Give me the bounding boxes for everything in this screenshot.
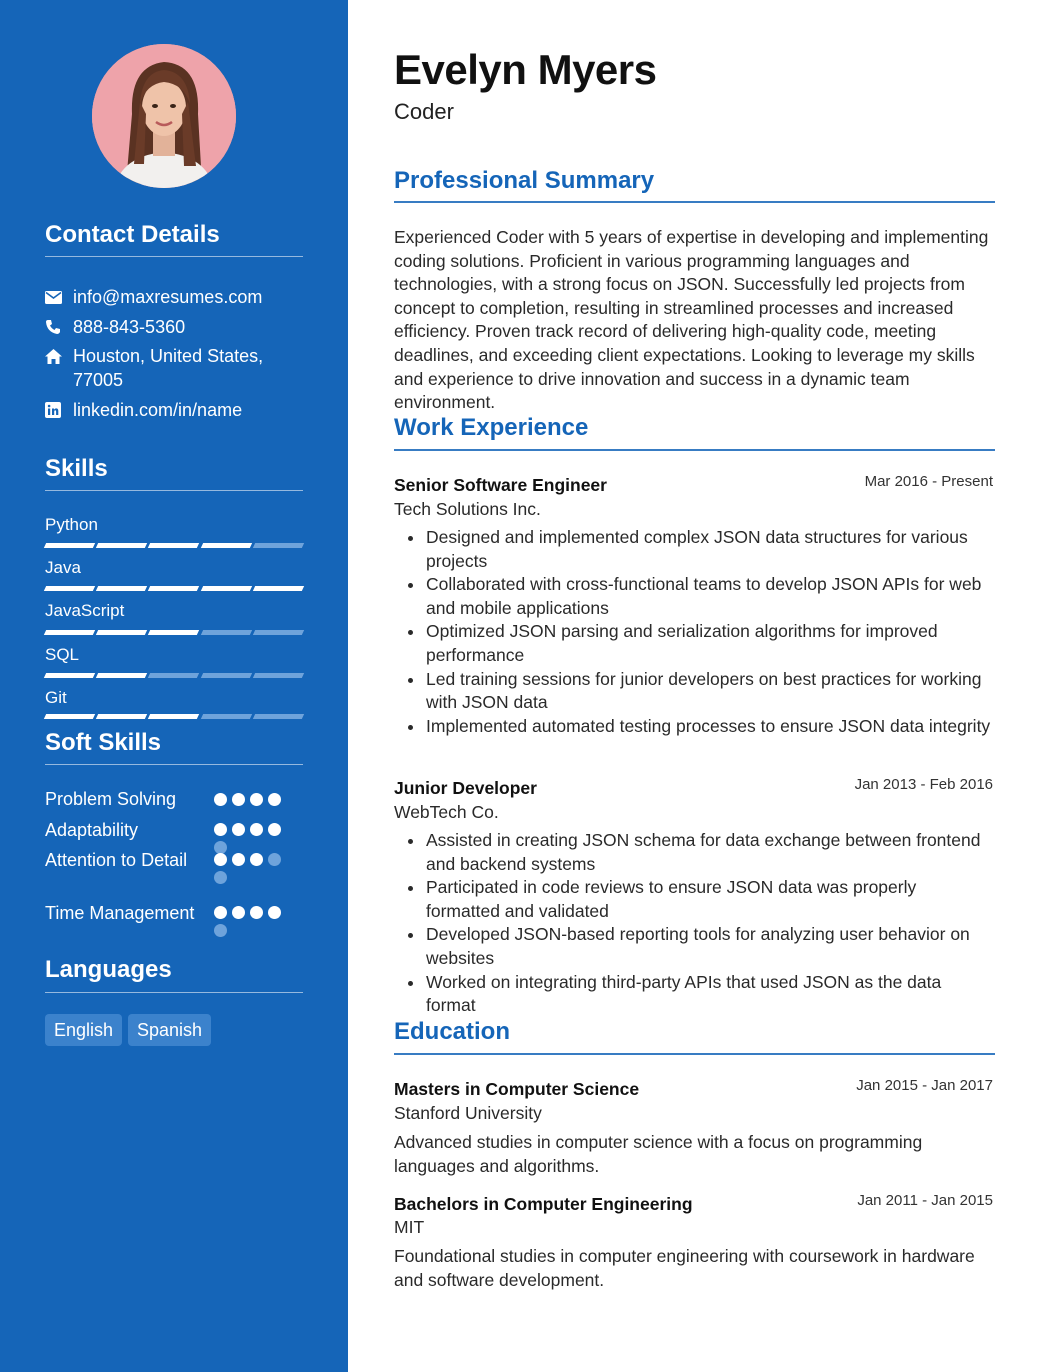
skill-level-segment [96,673,148,678]
language-chip: Spanish [128,1014,211,1046]
soft-skill-name: Adaptability [45,820,139,840]
rating-dot [232,793,245,806]
job-bullet: Designed and implemented complex JSON data structures for various projects [426,526,994,573]
skill-level-segment [44,630,96,635]
contact-linkedin[interactable] [45,398,305,422]
skill-level-segment [200,543,252,548]
soft-skill-rating [214,906,294,937]
school-name: MIT [394,1217,425,1237]
skill-level-segment [44,714,96,719]
contact-address-text: Houston, United States, 77005 [73,346,264,390]
skill-level-segment [148,673,200,678]
rating-dot [268,823,281,836]
job-company: WebTech Co. [394,802,499,822]
job-title: Senior Software Engineer [394,475,607,495]
skill-level-bar [45,627,303,639]
skill-name: JavaScript [45,601,125,620]
job-title: Junior Developer [394,778,537,798]
skill-level-segment [200,586,252,591]
soft-skill-name: Problem Solving [45,789,177,809]
contact-phone-text: 888-843-5360 [73,317,186,337]
soft-skill-rating [214,823,294,854]
skills-title: Skills [45,455,108,482]
soft-skills-divider [45,764,303,765]
rating-dot [214,924,227,937]
rating-dot [232,906,245,919]
contact-divider [45,256,303,257]
skill-level-segment [44,543,96,548]
skill-level-segment [96,586,148,591]
rating-dot [214,823,227,836]
skill-level-segment [200,673,252,678]
languages-title: Languages [45,956,172,983]
degree-title: Bachelors in Computer Engineering [394,1194,693,1214]
soft-skills-title: Soft Skills [45,729,162,756]
linkedin-icon [45,398,73,422]
skill-level-segment [148,630,200,635]
skill-name: Python [45,515,98,534]
job-bullet: Led training sessions for junior developers on best practices for working with JSON data [426,668,994,715]
education-divider [394,1053,995,1055]
skill-level-bar [45,583,303,595]
job-bullet: Developed JSON-based reporting tools for analyzing user behavior on websites [426,923,994,970]
summary-title: Professional Summary [394,167,655,194]
skill-name: Git [45,688,67,707]
education-title: Education [394,1018,511,1045]
job-bullet: Participated in code reviews to ensure JSON data was properly formatted and validated [426,876,994,923]
sidebar [0,0,348,1372]
degree-dates: Jan 2011 - Jan 2015 [857,1192,993,1209]
rating-dot [232,823,245,836]
skill-level-segment [96,714,148,719]
skill-level-segment [253,586,305,591]
skill-level-segment [96,543,148,548]
candidate-role: Coder [394,99,454,124]
candidate-name: Evelyn Myers [394,46,657,93]
soft-skill-rating [214,793,294,806]
rating-dot [232,853,245,866]
job-dates: Jan 2013 - Feb 2016 [854,776,993,793]
skill-level-segment [253,714,305,719]
contact-email-text: info@maxresumes.com [73,287,263,307]
contact-email[interactable] [45,285,305,309]
skills-divider [45,490,303,491]
rating-dot [268,793,281,806]
skill-level-segment [253,630,305,635]
job-bullet: Collaborated with cross-functional teams to develop JSON APIs for web and mobile applications [426,573,994,620]
school-name: Stanford University [394,1103,542,1123]
degree-description: Advanced studies in computer science with a focus on programming languages and algorithms. [394,1132,923,1176]
job-company: Tech Solutions Inc. [394,499,541,519]
job-bullet: Worked on integrating third-party APIs that used JSON as the data format [426,971,994,1018]
skill-name: SQL [45,645,80,664]
rating-dot [214,853,227,866]
job-dates: Mar 2016 - Present [864,473,993,490]
rating-dot [214,793,227,806]
job-bullets [426,526,994,738]
rating-dot [250,793,263,806]
skill-level-segment [200,714,252,719]
experience-title: Work Experience [394,414,589,441]
soft-skill-rating [214,853,294,884]
skill-name: Java [45,558,81,577]
language-chip: English [45,1014,122,1046]
job-bullet: Implemented automated testing processes to ensure JSON data integrity [426,715,994,739]
skill-level-segment [44,586,96,591]
summary-divider [394,201,995,203]
skill-level-bar [45,670,303,682]
skill-level-segment [253,543,305,548]
soft-skill-name: Time Management [45,903,195,923]
skill-level-segment [96,630,148,635]
rating-dot [250,853,263,866]
degree-title: Masters in Computer Science [394,1079,640,1099]
contact-linkedin-text: linkedin.com/in/name [73,400,243,420]
contact-phone[interactable] [45,315,305,339]
job-bullet: Optimized JSON parsing and serialization algorithms for improved performance [426,620,994,667]
soft-skill-name: Attention to Detail [45,850,188,870]
skill-level-segment [148,714,200,719]
degree-description: Foundational studies in computer engineering with coursework in hardware and software development. [394,1246,975,1290]
skill-level-bar [45,540,303,552]
skill-level-segment [253,673,305,678]
envelope-icon [45,285,73,309]
experience-divider [394,449,995,451]
rating-dot [214,906,227,919]
home-icon [45,344,73,368]
skill-level-segment [200,630,252,635]
skill-level-segment [44,673,96,678]
skill-level-segment [148,543,200,548]
degree-dates: Jan 2015 - Jan 2017 [856,1077,993,1094]
languages-divider [45,992,303,993]
profile-photo [92,44,236,188]
phone-icon [45,315,73,339]
rating-dot [268,906,281,919]
rating-dot [268,853,281,866]
job-bullet: Assisted in creating JSON schema for data exchange between frontend and backend systems [426,829,994,876]
contact-address [45,344,305,392]
rating-dot [250,906,263,919]
summary-text: Experienced Coder with 5 years of expertise in developing and implementing coding solutions. Proficient in various programming languages and technologies, with a strong focus on JSON. Successfully led projects from concept to completion, resulting in streamlined processes and increased efficiency. Proven track record of delivering high-quality code, meeting deadlines, and exceeding client expectations. Looking to leverage my skills and experience to drive innovation and success in a dynamic team environment. [394,227,989,413]
job-bullets [426,829,994,1018]
skill-level-segment [148,586,200,591]
skill-level-bar [45,711,303,723]
contact-title: Contact Details [45,221,220,248]
rating-dot [214,871,227,884]
rating-dot [250,823,263,836]
